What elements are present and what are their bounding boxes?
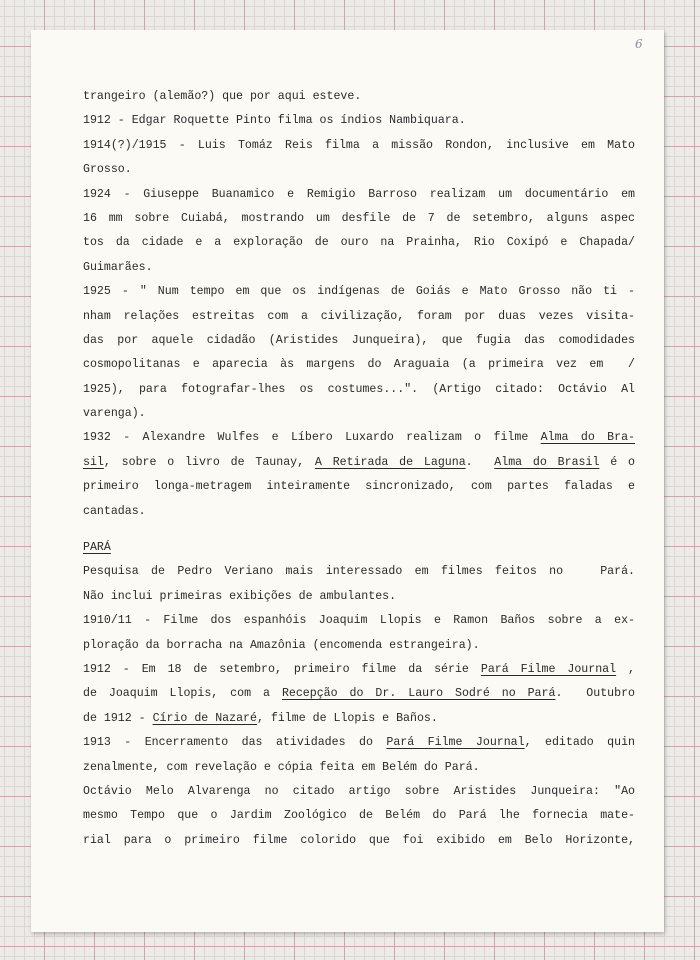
text-line [83, 658, 635, 682]
text-line: varenga). [83, 407, 146, 421]
underlined-title: Pará Filme Journal [386, 736, 525, 750]
text-line: 1924 - Giuseppe Buanamico e Remigio Barroso realizam um documentário em [83, 187, 635, 201]
underlined-title: Alma do Bra- [540, 431, 635, 445]
underlined-title: Pará Filme Journal [480, 662, 617, 676]
text-line: cosmopolitanas e aparecia às margens do Araguaia (a primeira vez em / [83, 358, 635, 372]
text-segment: , filme de Llopis e Baños. [256, 711, 438, 725]
text-line: trangeiro (alemão?) que por aqui esteve. [83, 90, 362, 103]
underlined-title: Alma do Brasil [494, 455, 600, 469]
document-body [83, 85, 635, 853]
text-segment: é o [599, 455, 635, 469]
text-line: cantadas. [83, 504, 146, 518]
underlined-title: sil [83, 455, 104, 469]
underlined-title: A Retirada de Laguna [314, 455, 466, 469]
text-line: tos da cidade e a exploração de ouro na Prainha, Rio Coxipó e Chapada/ [83, 236, 635, 250]
text-line [83, 536, 635, 560]
text-line: zenalmente, com revelação e cópia feita em Belém do Pará. [83, 760, 480, 774]
typewritten-page [31, 30, 664, 932]
text-line: 16 mm sobre Cuiabá, mostrando um desfile de 7 de setembro, alguns aspec [83, 211, 635, 225]
text-line: Não inclui primeiras exibições de ambulantes. [83, 589, 397, 603]
page-number: 6 [635, 37, 643, 51]
text-segment: de Joaquim Llopis, com a [83, 687, 282, 701]
text-line: Guimarães. [83, 260, 153, 274]
text-line: 1912 - Edgar Roquette Pinto filma os índios Nambiquara. [83, 114, 466, 128]
text-line: nham relações estreitas com a civilização, foram por duas vezes visita- [83, 309, 635, 323]
text-line: 1925), para fotografar-lhes os costumes...". (Artigo citado: Octávio Al [83, 382, 635, 396]
section-spacer [83, 524, 635, 536]
text-line: 1925 - " Num tempo em que os indígenas de Goiás e Mato Grosso não ti - [83, 285, 635, 299]
text-line: Pesquisa de Pedro Veriano mais interessado em filmes feitos no Pará. [83, 565, 635, 579]
text-segment: 1912 - Em 18 de setembro, primeiro filme da série [83, 662, 481, 676]
text-line: rial para o primeiro filme colorido que foi exibido em Belo Horizonte, [83, 833, 635, 847]
text-segment: , [616, 662, 635, 676]
text-segment: . [465, 455, 495, 469]
text-segment: de 1912 - [83, 711, 153, 725]
text-line: Grosso. [83, 163, 132, 177]
text-segment: . Outubro [555, 687, 635, 701]
text-segment: , sobre o livro de Taunay, [103, 455, 315, 469]
text-line [83, 707, 635, 731]
text-segment: 1913 - Encerramento das atividades do [83, 736, 387, 750]
text-line: das por aquele cidadão (Aristides Junqueira), que fugia das comodidades [83, 333, 635, 347]
text-line [83, 731, 635, 755]
text-line [83, 426, 635, 450]
text-line: 1914(?)/1915 - Luis Tomáz Reis filma a missão Rondon, inclusive em Mato [83, 138, 635, 152]
underlined-title: Círio de Nazaré [152, 711, 257, 725]
text-segment: , editado quin [524, 736, 635, 750]
text-line: 1910/11 - Filme dos espanhóis Joaquim Llopis e Ramon Baños sobre a ex- [83, 614, 635, 628]
text-line: mesmo Tempo que o Jardim Zoológico de Belém do Pará lhe fornecia mate- [83, 809, 635, 823]
underlined-title: PARÁ [83, 541, 111, 555]
underlined-title: Recepção do Dr. Lauro Sodré no Pará [281, 687, 556, 701]
text-line: primeiro longa-metragem inteiramente sincronizado, com partes faladas e [83, 480, 635, 494]
text-line: ploração da borracha na Amazônia (encomenda estrangeira). [83, 638, 480, 652]
text-line: Octávio Melo Alvarenga no citado artigo sobre Aristides Junqueira: "Ao [83, 784, 635, 798]
text-line [83, 451, 635, 475]
text-segment: 1932 - Alexandre Wulfes e Líbero Luxardo realizam o filme [83, 431, 541, 445]
text-line [83, 682, 635, 706]
